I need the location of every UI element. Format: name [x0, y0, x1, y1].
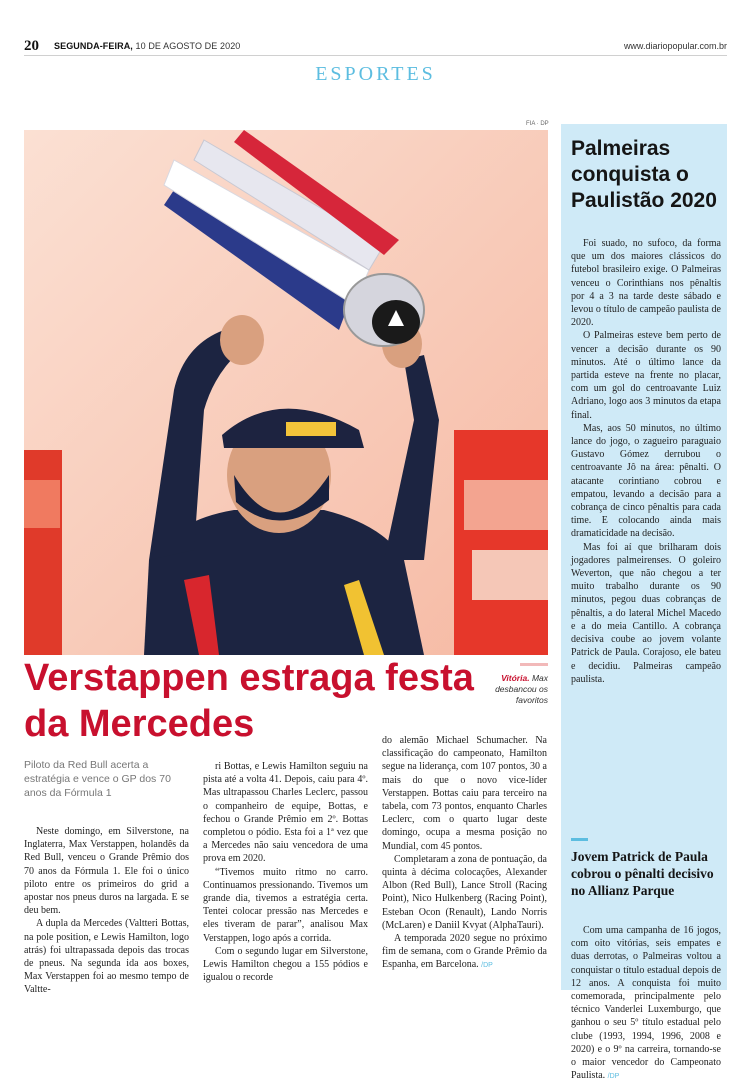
article-paragraph: A dupla da Mercedes (Valtteri Bottas, na pole position, e Lewis Hamilton, logo atrás) foi ultrapassada depois das trocas de pneus. Na segunda ida aos boxes, Max Verstappen foi ao mesmo tempo de Valtte- [24, 918, 189, 996]
headline-line-1: Verstappen estraga festa [24, 657, 474, 699]
article-column-1 [24, 825, 189, 997]
sidebar-paragraph-2-text: Com uma campanha de 16 jogos, com oito vitórias, seis empates e duas derrotas, o Palmeiras voltou a conquistar o título estadual depois de 12 anos. A conquista foi muito comemorada, principalmente pelo técnico Vanderlei Luxemburgo, que ganhou o seu 5º título estadual pelo clube (1993, 1994, 1996, 2008 e 2020) e o 9º na carreira, tornando-se o maior vencedor do Campeonato Paulista. [571, 925, 721, 1082]
article-paragraph-text: A temporada 2020 segue no próximo fim de semana, com o Grande Prêmio da Espanha, em Barcelona. [382, 933, 547, 971]
photo-credit: FIA · DP [526, 121, 549, 127]
section-title: ESPORTES [315, 63, 436, 85]
caption-text: Max desbancou os favoritos [495, 673, 548, 705]
sidebar-paragraph: Mas foi aí que brilharam dois jogadores palmeirenses. O goleiro Weverton, que não chegou a ter muito trabalho durante os 90 minutos, pegou duas cobranças de pênaltis, a do lateral Michel Macedo e a do meia Cantillo. A cobrança decisiva coube ao jovem volante Patrick de Paula. Corajoso, ele bateu e decidiu. Palmeiras campeão paulista. [571, 541, 721, 685]
article-paragraph: Neste domingo, em Silverstone, na Inglaterra, Max Verstappen, holandês da Red Bull, venceu o Grande Prêmio dos 70 anos da Fórmula 1. Ele foi o único piloto entre os primeiros do grid a apostar nos pneus duros na largada. E se deu bem. [24, 826, 189, 917]
trophy-photo-illustration [24, 130, 548, 655]
article-paragraph: Completaram a zona de pontuação, da quinta à décima colocações, Alexander Albon (Red Bull), Lance Stroll (Racing Point), Nico Hulkenberg (Racing Point), Esteban Ocon (Renault), Lando Norris (McLaren) e Daniil Kvyat (AlphaTauri). [382, 853, 547, 931]
sidebar-subtitle: Jovem Patrick de Paula cobrou o pênalti decisivo no Allianz Parque [571, 849, 714, 898]
trophy-photo [24, 130, 548, 655]
sidebar-title: Palmeiras conquista o Paulistão 2020 [571, 137, 717, 212]
header-divider [24, 55, 727, 56]
article-paragraph: do alemão Michael Schumacher. Na classificação do campeonato, Hamilton segue na liderança, com 107 pontos, 30 a mais do que o novo vice-líder Verstappen. Bottas caiu para terceiro na tabela, com 73 pontos, enquanto Charles Leclerc, com o quarto lugar deste domingo, ocupa a mesma posição no Mundial, com 45 pontos. [382, 735, 547, 852]
page-number: 20 [24, 38, 39, 54]
sidebar-paragraph: Mas, aos 50 minutos, no último lance do jogo, o zagueiro paraguaio Gustavo Gómez derrubou o centroavante Jô na área: pênalti. O atacante corintiano cobrou e empatou, levando a decisão para a cobrança de cinco pênaltis para cada time. E colocando ainda mais dramaticidade na decisão. [571, 422, 721, 540]
article-signoff: /DP [481, 962, 493, 970]
sidebar-paragraph: O Palmeiras esteve bem perto de vencer a decisão durante os 90 minutos. Até o último lance da partida esteve na frente no placar, com um gol do centroavante Luiz Adriano, logo aos 3 minutos da etapa final. [571, 330, 721, 421]
article-paragraph-last [382, 932, 547, 973]
standfirst: Piloto da Red Bull acerta a estratégia e vence o GP dos 70 anos da Fórmula 1 [24, 759, 171, 799]
article-paragraph: ri Bottas, e Lewis Hamilton seguiu na pista até a volta 41. Depois, caiu para 4º. Mas ultrapassou Charles Leclerc, passou o companheiro de equipe, Bottas, e fechou o Grande Prêmio em 2º. Bottas completou o pódio. Esta foi a 1ª vez que a Mercedes não saiu vencedora de uma prova em 2020. [203, 761, 368, 865]
page-header [24, 38, 727, 54]
header-site-url[interactable]: www.diariopopular.com.br [623, 41, 727, 51]
sidebar-accent-rule [571, 838, 588, 841]
caption-rule [520, 663, 548, 666]
article-paragraph: “Tivemos muito ritmo no carro. Continuamos pressionando. Tivemos um grande dia, tivemos a estratégia certa. Tentei colocar pressão nas Mercedes e eles tiveram de parar”, analisou Max Verstappen, logo após a corrida. [203, 866, 368, 944]
caption-lead: Vitória. [501, 673, 530, 683]
photo-caption [470, 673, 548, 706]
sidebar-paragraph-2 [571, 924, 721, 1083]
article-column-2 [203, 760, 368, 984]
right-banner [454, 430, 548, 655]
article-column-3 [382, 734, 547, 973]
headline-line-2: da Mercedes [24, 703, 255, 745]
header-date [54, 41, 240, 51]
sidebar-body [571, 237, 721, 686]
sidebar-box [561, 124, 727, 1082]
article-paragraph: Com o segundo lugar em Silverstone, Lewis Hamilton chegou a 155 pódios e igualou o recorde [203, 945, 368, 984]
header-date-text: 10 DE AGOSTO DE 2020 [135, 41, 241, 51]
sidebar-signoff: /DP [607, 1073, 620, 1081]
header-weekday: SEGUNDA-FEIRA, [54, 41, 133, 51]
sidebar-paragraph: Foi suado, no sufoco, da forma que um dos maiores clássicos do futebol brasileiro exige. O Palmeiras venceu o Corinthians nos pênaltis por 4 a 3 na tarde deste sábado e levou o título de campeão paulista de 2020. [571, 238, 721, 329]
sidebar-body-2 [571, 924, 721, 1083]
